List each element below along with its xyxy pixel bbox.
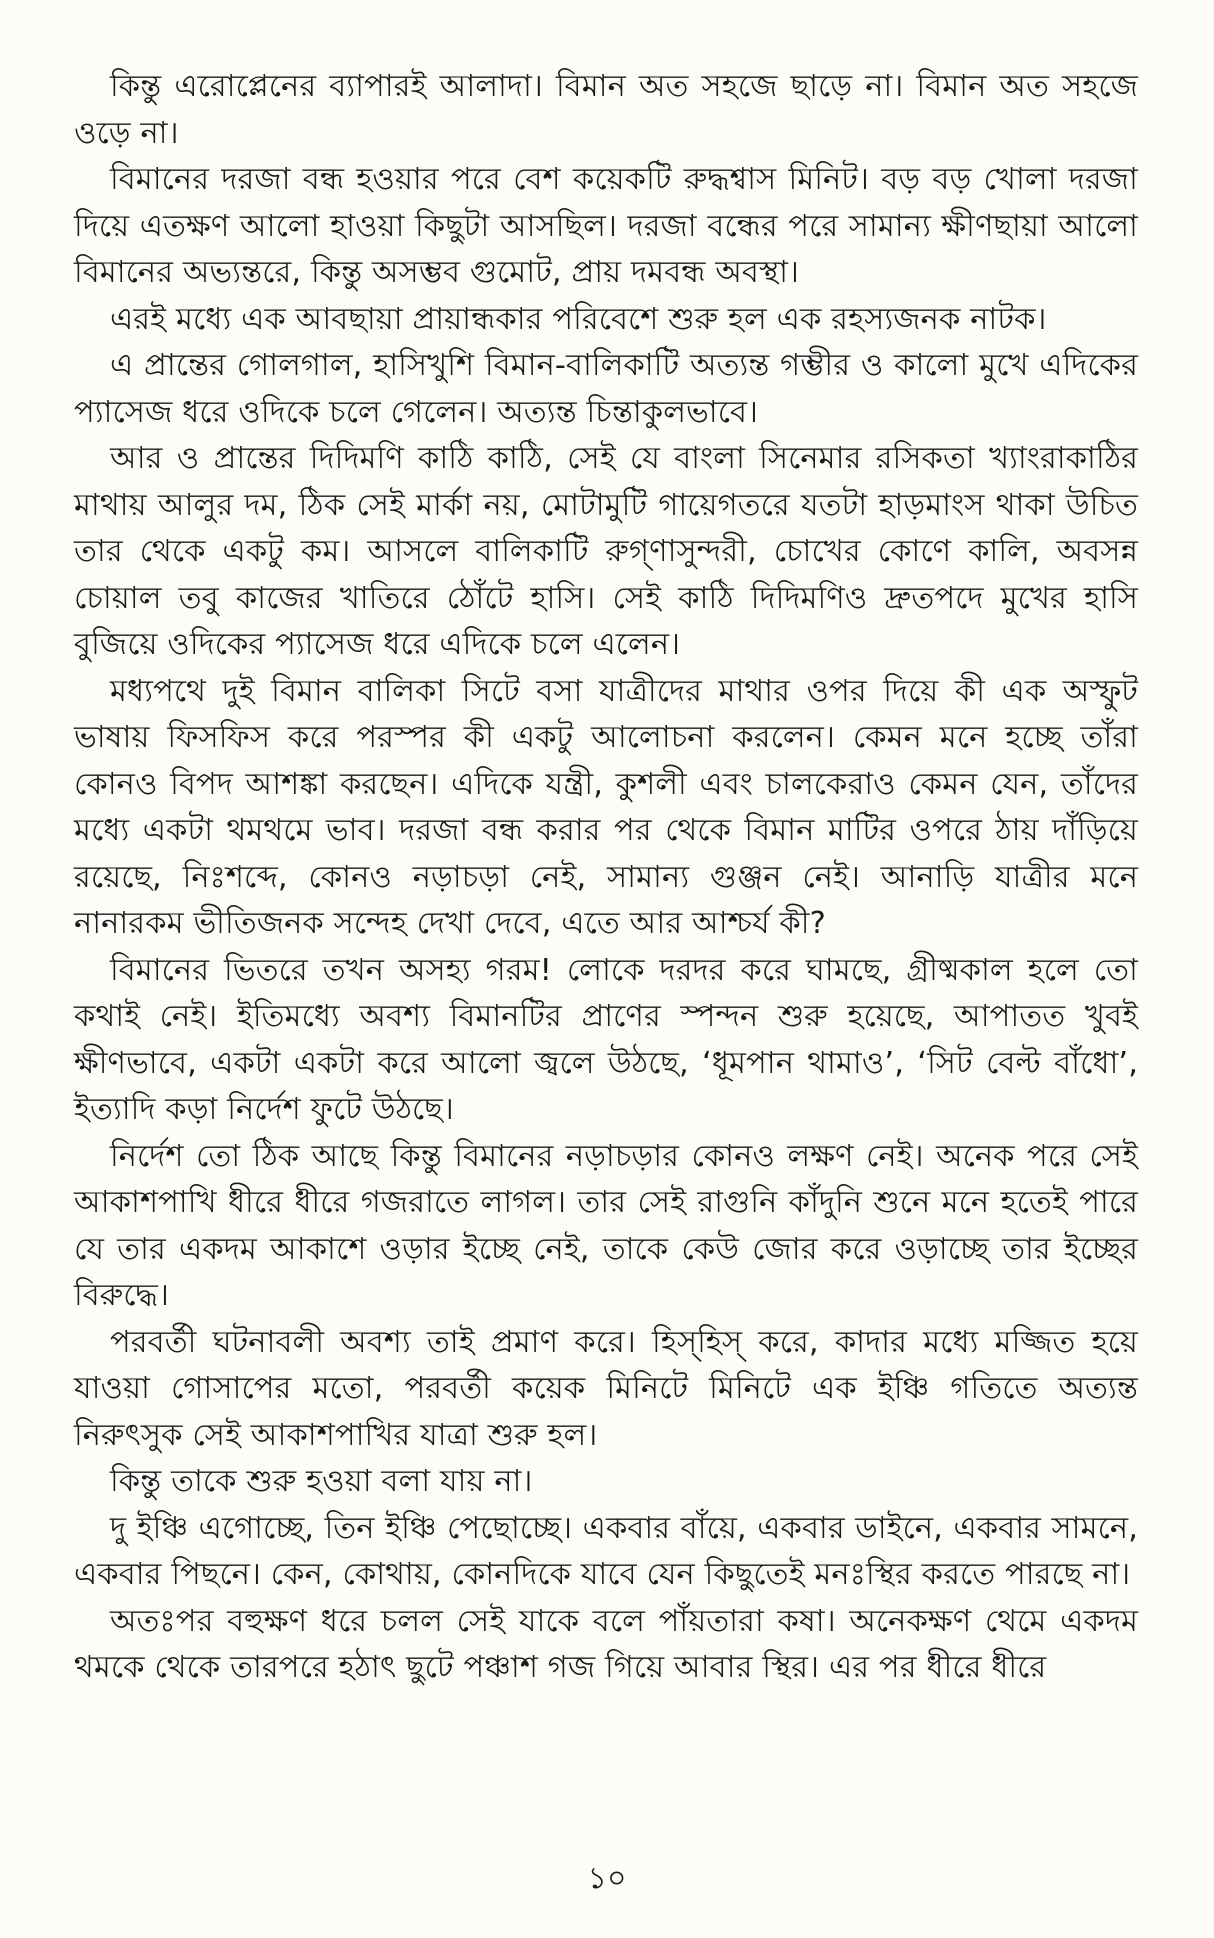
paragraph: আর ও প্রান্তের দিদিমণি কাঠি কাঠি, সেই যে বাংলা সিনেমার রসিকতা খ্যাংরাকাঠির মাথায় আলুর দম, ঠিক সেই মার্কা নয়, মোটামুটি গায়েগতরে যতটা হাড়মাংস থাকা উচিত তার থেকে একটু কম। আসলে বালিকাটি রুগ্ণাসুন্দরী, চোখের কোণে কালি, অবসন্ন চোয়াল তবু কাজের খাতিরে ঠোঁটে হাসি। সেই কাঠি দিদিমণিও দ্রুতপদে মুখের হাসি বুজিয়ে ওদিকের প্যাসেজ ধরে এদিকে চলে এলেন। [74,441,1138,662]
paragraph: নির্দেশ তো ঠিক আছে কিন্তু বিমানের নড়াচড়ার কোনও লক্ষণ নেই। অনেক পরে সেই আকাশপাখি ধীরে ধীরে গজরাতে লাগল। তার সেই রাগুনি কাঁদুনি শুনে মনে হতেই পারে যে তার একদম আকাশে ওড়ার ইচ্ছে নেই, তাকে কেউ জোর করে ওড়াচ্ছে তার ইচ্ছের বিরুদ্ধে। [74,1138,1138,1313]
paragraph: এরই মধ্যে এক আবছায়া প্রায়ান্ধকার পরিবেশে শুরু হল এক রহস্যজনক নাটক। [110,301,1047,337]
page-number: ১০ [587,1861,627,1896]
paragraph: কিন্তু এরোপ্লেনের ব্যাপারই আলাদা। বিমান অত সহজে ছাড়ে না। বিমান অত সহজে ওড়ে না। [74,69,1138,151]
paragraph: অতঃপর বহুক্ষণ ধরে চলল সেই যাকে বলে পাঁয়তারা কষা। অনেকক্ষণ থেমে একদম থমকে থেকে তারপরে হঠাৎ ছুটে পঞ্চাশ গজ গিয়ে আবার স্থির। এর পর ধীরে ধীরে [74,1603,1138,1685]
paragraph: মধ্যপথে দুই বিমান বালিকা সিটে বসা যাত্রীদের মাথার ওপর দিয়ে কী এক অস্ফুট ভাষায় ফিসফিস করে পরস্পর কী একটু আলোচনা করলেন। কেমন মনে হচ্ছে তাঁরা কোনও বিপদ আশঙ্কা করছেন। এদিকে যন্ত্রী, কুশলী এবং চালকেরাও কেমন যেন, তাঁদের মধ্যে একটা থমথমে ভাব। দরজা বন্ধ করার পর থেকে বিমান মাটির ওপরে ঠায় দাঁড়িয়ে রয়েছে, নিঃশব্দে, কোনও নড়াচড়া নেই, সামান্য গুঞ্জন নেই। আনাড়ি যাত্রীর মনে নানারকম ভীতিজনক সন্দেহ দেখা দেবে, এতে আর আশ্চর্য কী? [74,673,1138,941]
body-text [74,64,1138,1692]
paragraph: বিমানের দরজা বন্ধ হওয়ার পরে বেশ কয়েকটি রুদ্ধশ্বাস মিনিট। বড় বড় খোলা দরজা দিয়ে এতক্ষণ আলো হাওয়া কিছুটা আসছিল। দরজা বন্ধের পরে সামান্য ক্ষীণছায়া আলো বিমানের অভ্যন্তরে, কিন্তু অসম্ভব গুমোট, প্রায় দমবন্ধ অবস্থা। [74,162,1139,290]
paragraph: এ প্রান্তের গোলগাল, হাসিখুশি বিমান-বালিকাটি অত্যন্ত গম্ভীর ও কালো মুখে এদিকের প্যাসেজ ধরে ওদিকে চলে গেলেন। অত্যন্ত চিন্তাকুলভাবে। [74,348,1138,430]
paragraph: দু ইঞ্চি এগোচ্ছে, তিন ইঞ্চি পেছোচ্ছে। একবার বাঁয়ে, একবার ডাইনে, একবার সামনে, একবার পিছনে। কেন, কোথায়, কোনদিকে যাবে যেন কিছুতেই মনঃস্থির করতে পারছে না। [74,1510,1138,1592]
paragraph: পরবর্তী ঘটনাবলী অবশ্য তাই প্রমাণ করে। হিস্‌হিস্ করে, কাদার মধ্যে মজ্জিত হয়ে যাওয়া গোসাপের মতো, পরবর্তী কয়েক মিনিটে মিনিটে এক ইঞ্চি গতিতে অত্যন্ত নিরুৎসুক সেই আকাশপাখির যাত্রা শুরু হল। [74,1324,1138,1453]
paragraph: কিন্তু তাকে শুরু হওয়া বলা যায় না। [110,1464,533,1499]
paragraph: বিমানের ভিতরে তখন অসহ্য গরম! লোকে দরদর করে ঘামছে, গ্রীষ্মকাল হলে তো কথাই নেই। ইতিমধ্যে অবশ্য বিমানটির প্রাণের স্পন্দন শুরু হয়েছে, আপাতত খুবই ক্ষীণভাবে, একটা একটা করে আলো জ্বলে উঠছে, ‘ধূমপান থামাও’, ‘সিট বেল্ট বাঁধো’, ইত্যাদি কড়া নির্দেশ ফুটে উঠছে। [74,952,1138,1127]
